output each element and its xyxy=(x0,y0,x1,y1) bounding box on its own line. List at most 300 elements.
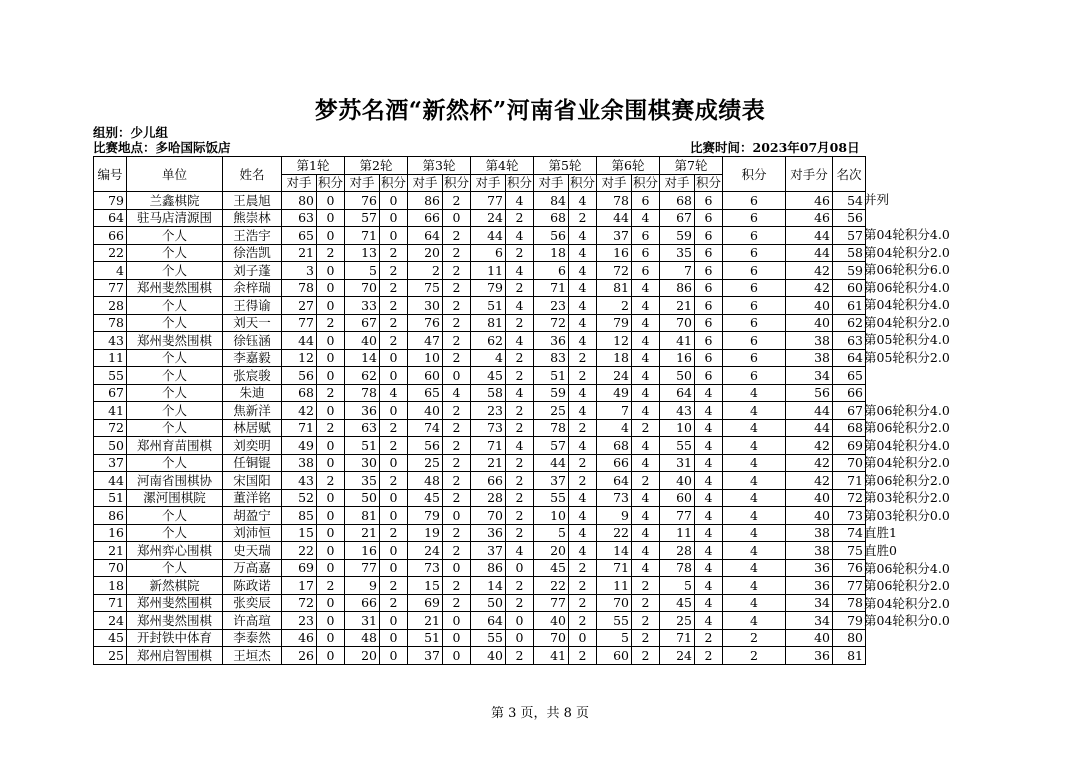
cell-rank: 75 xyxy=(833,542,866,560)
cell-points: 2 xyxy=(443,244,471,262)
cell-opponent: 71 xyxy=(597,559,632,577)
table-row xyxy=(94,629,866,647)
cell-opp-score: 44 xyxy=(786,227,833,245)
cell-points: 2 xyxy=(506,209,534,227)
cell-opp-score: 40 xyxy=(786,314,833,332)
table-body xyxy=(94,192,866,665)
cell-points: 4 xyxy=(632,454,660,472)
cell-opponent: 78 xyxy=(345,384,380,402)
cell-points: 6 xyxy=(632,192,660,210)
cell-points: 4 xyxy=(569,489,597,507)
cell-points: 2 xyxy=(380,419,408,437)
cell-opponent: 44 xyxy=(471,227,506,245)
cell-opponent: 44 xyxy=(597,209,632,227)
cell-opponent: 16 xyxy=(345,542,380,560)
cell-points: 0 xyxy=(443,209,471,227)
cell-opponent: 86 xyxy=(471,559,506,577)
cell-opponent: 38 xyxy=(282,454,317,472)
cell-opponent: 51 xyxy=(345,437,380,455)
cell-opponent: 37 xyxy=(597,227,632,245)
cell-opponent: 40 xyxy=(345,332,380,350)
cell-opp-score: 34 xyxy=(786,612,833,630)
table-row xyxy=(94,332,866,350)
cell-points: 2 xyxy=(380,244,408,262)
cell-opponent: 20 xyxy=(345,647,380,665)
cell-opponent: 72 xyxy=(534,314,569,332)
table-row xyxy=(94,367,866,385)
cell-opponent: 79 xyxy=(597,314,632,332)
cell-id: 25 xyxy=(94,647,127,665)
cell-opponent: 17 xyxy=(282,577,317,595)
cell-points: 0 xyxy=(380,647,408,665)
cell-opp-score: 34 xyxy=(786,594,833,612)
cell-opp-score: 40 xyxy=(786,489,833,507)
row-note: 第05轮积分4.0 xyxy=(864,332,950,348)
cell-points: 2 xyxy=(443,577,471,595)
cell-rank: 56 xyxy=(833,209,866,227)
cell-points: 4 xyxy=(632,542,660,560)
cell-points: 2 xyxy=(380,314,408,332)
cell-opponent: 66 xyxy=(597,454,632,472)
cell-score: 6 xyxy=(723,314,786,332)
cell-points: 0 xyxy=(317,542,345,560)
cell-opponent: 48 xyxy=(345,629,380,647)
cell-points: 2 xyxy=(506,577,534,595)
table-row xyxy=(94,577,866,595)
cell-opp-score: 44 xyxy=(786,402,833,420)
cell-points: 2 xyxy=(506,279,534,297)
subheader-opponent: 对手 xyxy=(597,174,632,192)
cell-opponent: 66 xyxy=(471,472,506,490)
cell-unit: 个人 xyxy=(127,262,223,280)
cell-points: 4 xyxy=(506,437,534,455)
cell-opponent: 78 xyxy=(282,279,317,297)
cell-opponent: 67 xyxy=(660,209,695,227)
row-note: 第06轮积分4.0 xyxy=(864,560,950,576)
cell-opponent: 76 xyxy=(345,192,380,210)
cell-opponent: 22 xyxy=(282,542,317,560)
cell-rank: 67 xyxy=(833,402,866,420)
cell-id: 72 xyxy=(94,419,127,437)
cell-points: 0 xyxy=(380,192,408,210)
subheader-points: 积分 xyxy=(695,175,721,191)
cell-opponent: 20 xyxy=(408,244,443,262)
row-note: 第04轮积分4.0 xyxy=(864,227,950,243)
cell-opp-score: 42 xyxy=(786,262,833,280)
cell-points: 2 xyxy=(506,349,534,367)
table-row xyxy=(94,419,866,437)
subheader-points: 积分 xyxy=(317,175,343,191)
cell-points: 0 xyxy=(317,524,345,542)
cell-opponent: 23 xyxy=(282,612,317,630)
cell-points: 4 xyxy=(506,297,534,315)
cell-opponent: 45 xyxy=(534,559,569,577)
cell-points: 2 xyxy=(380,437,408,455)
cell-rank: 74 xyxy=(833,524,866,542)
cell-points: 2 xyxy=(506,419,534,437)
cell-points: 0 xyxy=(317,489,345,507)
cell-points: 2 xyxy=(443,227,471,245)
cell-name: 王晨旭 xyxy=(223,192,282,210)
cell-rank: 80 xyxy=(833,629,866,647)
cell-points: 2 xyxy=(443,297,471,315)
cell-points: 2 xyxy=(506,647,534,665)
cell-rank: 81 xyxy=(833,647,866,665)
cell-points: 0 xyxy=(569,629,597,647)
cell-points: 4 xyxy=(569,507,597,525)
cell-score: 4 xyxy=(723,594,786,612)
cell-points: 0 xyxy=(380,489,408,507)
cell-opponent: 84 xyxy=(534,192,569,210)
cell-points: 4 xyxy=(569,227,597,245)
cell-name: 徐钰涵 xyxy=(223,332,282,350)
cell-points: 0 xyxy=(317,507,345,525)
cell-opp-score: 44 xyxy=(786,244,833,262)
cell-opponent: 47 xyxy=(408,332,443,350)
cell-rank: 73 xyxy=(833,507,866,525)
table-row xyxy=(94,244,866,262)
cell-opponent: 56 xyxy=(534,227,569,245)
cell-opp-score: 36 xyxy=(786,577,833,595)
cell-unit: 郑州启智围棋 xyxy=(127,647,223,665)
cell-points: 4 xyxy=(695,402,723,420)
cell-opponent: 21 xyxy=(660,297,695,315)
cell-opponent: 4 xyxy=(597,419,632,437)
cell-unit: 个人 xyxy=(127,559,223,577)
cell-opponent: 5 xyxy=(534,524,569,542)
cell-id: 45 xyxy=(94,629,127,647)
cell-opponent: 70 xyxy=(471,507,506,525)
date-label: 比赛时间：2023年07月08日 xyxy=(690,140,860,155)
header-round-2: 第2轮 xyxy=(345,157,408,175)
cell-name: 余梓瑞 xyxy=(223,279,282,297)
table-row xyxy=(94,472,866,490)
cell-points: 0 xyxy=(317,647,345,665)
cell-opponent: 66 xyxy=(345,594,380,612)
cell-rank: 76 xyxy=(833,559,866,577)
cell-score: 2 xyxy=(723,647,786,665)
cell-points: 2 xyxy=(443,489,471,507)
cell-opponent: 59 xyxy=(534,384,569,402)
header-round-1: 第1轮 xyxy=(282,157,345,175)
cell-points: 0 xyxy=(380,227,408,245)
cell-points: 4 xyxy=(695,559,723,577)
row-note: 第04轮积分0.0 xyxy=(864,613,950,629)
cell-name: 董洋铭 xyxy=(223,489,282,507)
cell-opponent: 2 xyxy=(597,297,632,315)
cell-points: 6 xyxy=(695,279,723,297)
cell-points: 4 xyxy=(569,314,597,332)
header-id: 编号 xyxy=(94,157,127,192)
cell-opponent: 24 xyxy=(471,209,506,227)
cell-points: 0 xyxy=(317,209,345,227)
cell-points: 4 xyxy=(380,384,408,402)
cell-points: 4 xyxy=(695,437,723,455)
cell-unit: 郑州斐然围棋 xyxy=(127,332,223,350)
cell-opponent: 69 xyxy=(282,559,317,577)
cell-opponent: 48 xyxy=(408,472,443,490)
cell-points: 4 xyxy=(632,489,660,507)
cell-score: 4 xyxy=(723,384,786,402)
cell-opponent: 36 xyxy=(345,402,380,420)
cell-opponent: 45 xyxy=(408,489,443,507)
cell-id: 43 xyxy=(94,332,127,350)
cell-points: 4 xyxy=(632,437,660,455)
cell-points: 2 xyxy=(569,454,597,472)
cell-points: 6 xyxy=(632,244,660,262)
subheader-points: 积分 xyxy=(506,175,532,191)
cell-opponent: 64 xyxy=(597,472,632,490)
cell-points: 4 xyxy=(569,402,597,420)
subheader-points: 积分 xyxy=(443,175,469,191)
cell-points: 2 xyxy=(443,419,471,437)
cell-points: 4 xyxy=(632,279,660,297)
cell-name: 万高嘉 xyxy=(223,559,282,577)
cell-id: 28 xyxy=(94,297,127,315)
cell-opponent: 69 xyxy=(408,594,443,612)
cell-id: 71 xyxy=(94,594,127,612)
cell-points: 0 xyxy=(443,367,471,385)
row-note: 直胜0 xyxy=(864,543,897,558)
cell-points: 2 xyxy=(506,489,534,507)
table-row xyxy=(94,559,866,577)
cell-opponent: 51 xyxy=(471,297,506,315)
cell-id: 79 xyxy=(94,192,127,210)
table-row xyxy=(94,402,866,420)
page-title: 梦苏名酒“新然杯”河南省业余围棋赛成绩表 xyxy=(314,97,766,124)
cell-opponent: 7 xyxy=(597,402,632,420)
cell-points: 0 xyxy=(506,629,534,647)
cell-opponent: 71 xyxy=(282,419,317,437)
cell-score: 4 xyxy=(723,612,786,630)
cell-opponent: 37 xyxy=(534,472,569,490)
row-note: 第05轮积分2.0 xyxy=(864,349,950,365)
cell-points: 6 xyxy=(695,297,723,315)
header-round-4: 第4轮 xyxy=(471,157,534,175)
cell-points: 2 xyxy=(569,472,597,490)
cell-points: 0 xyxy=(380,629,408,647)
cell-score: 6 xyxy=(723,297,786,315)
cell-opponent: 78 xyxy=(534,419,569,437)
cell-opp-score: 38 xyxy=(786,349,833,367)
cell-points: 2 xyxy=(317,314,345,332)
header-unit: 单位 xyxy=(127,157,223,192)
cell-rank: 62 xyxy=(833,314,866,332)
cell-opponent: 50 xyxy=(471,594,506,612)
cell-points: 0 xyxy=(317,279,345,297)
cell-points: 6 xyxy=(695,244,723,262)
cell-points: 6 xyxy=(695,192,723,210)
cell-opponent: 59 xyxy=(660,227,695,245)
cell-opponent: 86 xyxy=(408,192,443,210)
cell-opp-score: 42 xyxy=(786,472,833,490)
cell-unit: 漯河围棋院 xyxy=(127,489,223,507)
cell-points: 0 xyxy=(317,332,345,350)
cell-rank: 66 xyxy=(833,384,866,402)
cell-points: 0 xyxy=(317,262,345,280)
cell-opponent: 37 xyxy=(471,542,506,560)
table-header xyxy=(94,157,866,192)
cell-opponent: 68 xyxy=(660,192,695,210)
cell-opponent: 62 xyxy=(345,367,380,385)
cell-opponent: 57 xyxy=(534,437,569,455)
cell-points: 2 xyxy=(506,507,534,525)
cell-points: 0 xyxy=(380,507,408,525)
cell-score: 6 xyxy=(723,332,786,350)
cell-name: 刘天一 xyxy=(223,314,282,332)
cell-opponent: 65 xyxy=(408,384,443,402)
cell-points: 4 xyxy=(632,209,660,227)
cell-opponent: 75 xyxy=(408,279,443,297)
cell-opponent: 24 xyxy=(408,542,443,560)
cell-opp-score: 42 xyxy=(786,279,833,297)
cell-id: 78 xyxy=(94,314,127,332)
cell-points: 6 xyxy=(695,262,723,280)
cell-id: 67 xyxy=(94,384,127,402)
cell-opponent: 79 xyxy=(471,279,506,297)
cell-score: 4 xyxy=(723,419,786,437)
table-row xyxy=(94,227,866,245)
cell-points: 4 xyxy=(569,524,597,542)
cell-points: 0 xyxy=(317,297,345,315)
cell-points: 4 xyxy=(695,542,723,560)
row-note: 并列 xyxy=(864,192,890,207)
cell-opponent: 23 xyxy=(534,297,569,315)
cell-opponent: 11 xyxy=(660,524,695,542)
cell-opponent: 3 xyxy=(282,262,317,280)
cell-points: 4 xyxy=(569,279,597,297)
cell-opponent: 12 xyxy=(282,349,317,367)
header-round-6: 第6轮 xyxy=(597,157,660,175)
cell-id: 51 xyxy=(94,489,127,507)
table-row xyxy=(94,454,866,472)
cell-points: 2 xyxy=(317,384,345,402)
cell-unit: 个人 xyxy=(127,454,223,472)
cell-id: 37 xyxy=(94,454,127,472)
cell-opp-score: 42 xyxy=(786,437,833,455)
cell-rank: 64 xyxy=(833,349,866,367)
cell-opponent: 60 xyxy=(597,647,632,665)
cell-unit: 个人 xyxy=(127,507,223,525)
row-note: 第03轮积分2.0 xyxy=(864,490,950,506)
cell-points: 4 xyxy=(695,419,723,437)
subheader-opponent: 对手 xyxy=(408,174,443,192)
cell-unit: 郑州斐然围棋 xyxy=(127,612,223,630)
cell-opponent: 81 xyxy=(345,507,380,525)
cell-points: 2 xyxy=(569,349,597,367)
cell-opp-score: 42 xyxy=(786,454,833,472)
header-round-5: 第5轮 xyxy=(534,157,597,175)
cell-opponent: 72 xyxy=(282,594,317,612)
cell-opponent: 45 xyxy=(471,367,506,385)
cell-opponent: 2 xyxy=(408,262,443,280)
cell-id: 22 xyxy=(94,244,127,262)
cell-opponent: 52 xyxy=(282,489,317,507)
table-row xyxy=(94,279,866,297)
cell-opponent: 68 xyxy=(534,209,569,227)
cell-opponent: 10 xyxy=(408,349,443,367)
row-note: 第04轮积分4.0 xyxy=(864,297,950,313)
cell-points: 2 xyxy=(380,577,408,595)
cell-opponent: 36 xyxy=(471,524,506,542)
cell-name: 王浩宇 xyxy=(223,227,282,245)
cell-opponent: 35 xyxy=(660,244,695,262)
cell-opponent: 4 xyxy=(471,349,506,367)
cell-rank: 58 xyxy=(833,244,866,262)
cell-points: 2 xyxy=(506,472,534,490)
table-row xyxy=(94,192,866,210)
cell-points: 0 xyxy=(506,559,534,577)
cell-points: 0 xyxy=(380,559,408,577)
cell-opponent: 64 xyxy=(408,227,443,245)
cell-points: 2 xyxy=(443,542,471,560)
cell-points: 0 xyxy=(380,542,408,560)
cell-opponent: 30 xyxy=(408,297,443,315)
cell-points: 6 xyxy=(695,367,723,385)
cell-opponent: 56 xyxy=(408,437,443,455)
cell-opponent: 70 xyxy=(534,629,569,647)
group-label: 组别：少儿组 xyxy=(93,125,169,140)
cell-opponent: 71 xyxy=(534,279,569,297)
cell-points: 2 xyxy=(443,437,471,455)
cell-opponent: 15 xyxy=(408,577,443,595)
cell-unit: 个人 xyxy=(127,367,223,385)
cell-opponent: 63 xyxy=(345,419,380,437)
cell-opponent: 31 xyxy=(660,454,695,472)
cell-unit: 个人 xyxy=(127,349,223,367)
table-row xyxy=(94,437,866,455)
cell-opponent: 80 xyxy=(282,192,317,210)
cell-points: 2 xyxy=(317,244,345,262)
row-note: 第06轮积分2.0 xyxy=(864,578,950,594)
cell-points: 2 xyxy=(317,472,345,490)
cell-score: 6 xyxy=(723,262,786,280)
cell-points: 0 xyxy=(443,507,471,525)
cell-opponent: 49 xyxy=(282,437,317,455)
cell-score: 4 xyxy=(723,577,786,595)
cell-opponent: 37 xyxy=(408,647,443,665)
cell-opponent: 7 xyxy=(660,262,695,280)
cell-opponent: 43 xyxy=(282,472,317,490)
cell-points: 0 xyxy=(317,437,345,455)
cell-opponent: 55 xyxy=(660,437,695,455)
cell-opponent: 81 xyxy=(597,279,632,297)
cell-points: 6 xyxy=(695,332,723,350)
cell-points: 0 xyxy=(317,629,345,647)
cell-points: 0 xyxy=(443,647,471,665)
cell-opponent: 24 xyxy=(597,367,632,385)
cell-score: 6 xyxy=(723,209,786,227)
cell-points: 6 xyxy=(632,227,660,245)
cell-points: 4 xyxy=(569,384,597,402)
cell-points: 2 xyxy=(569,577,597,595)
cell-name: 陈政诺 xyxy=(223,577,282,595)
cell-points: 2 xyxy=(569,367,597,385)
row-note: 直胜1 xyxy=(864,525,897,541)
cell-opponent: 60 xyxy=(408,367,443,385)
cell-opponent: 72 xyxy=(597,262,632,280)
cell-opponent: 86 xyxy=(660,279,695,297)
cell-opponent: 14 xyxy=(597,542,632,560)
cell-id: 50 xyxy=(94,437,127,455)
cell-points: 4 xyxy=(695,577,723,595)
cell-name: 刘沛恒 xyxy=(223,524,282,542)
cell-points: 2 xyxy=(506,402,534,420)
cell-id: 18 xyxy=(94,577,127,595)
page-footer: 第 3 页，共 8 页 xyxy=(490,706,590,721)
cell-opponent: 27 xyxy=(282,297,317,315)
cell-points: 0 xyxy=(443,612,471,630)
